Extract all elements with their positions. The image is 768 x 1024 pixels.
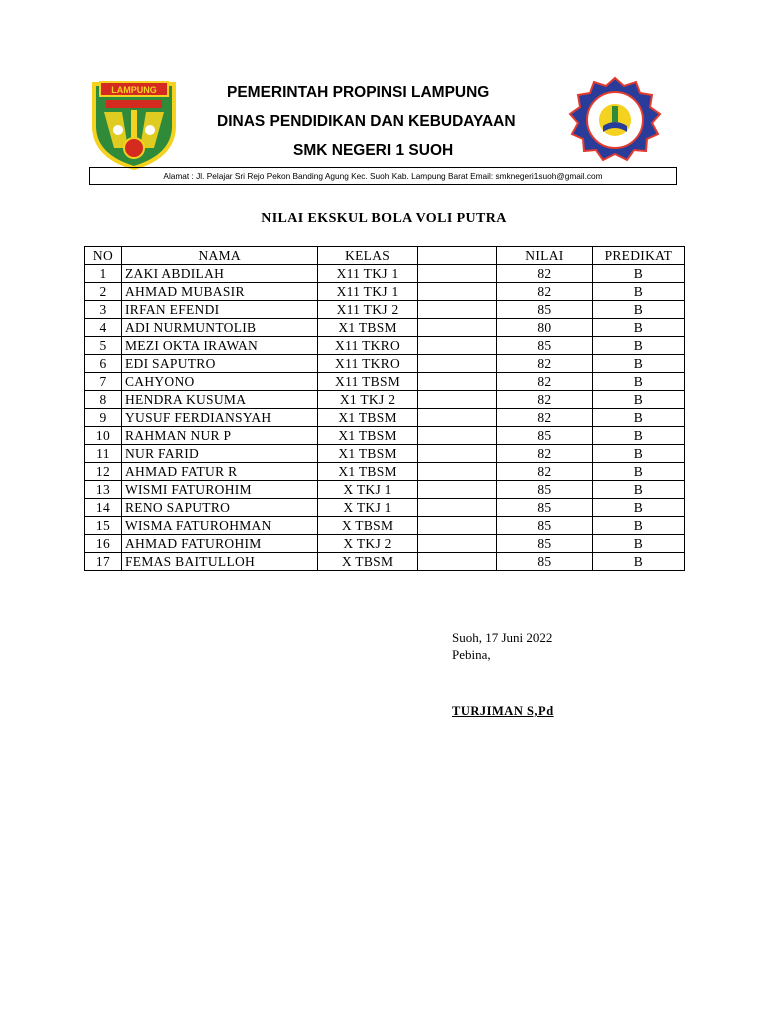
cell-kelas: X11 TKRO — [318, 337, 417, 355]
column-header-nilai: NILAI — [497, 247, 593, 265]
signature-place-date: Suoh, 17 Juni 2022 — [452, 630, 553, 645]
cell-no: 9 — [85, 409, 122, 427]
cell-no: 11 — [85, 445, 122, 463]
cell-blank — [417, 409, 496, 427]
letterhead — [0, 0, 768, 200]
cell-predikat: B — [592, 445, 684, 463]
cell-blank — [417, 265, 496, 283]
cell-kelas: X TKJ 1 — [318, 481, 417, 499]
table-row — [85, 481, 685, 499]
header-government-line: PEMERINTAH PROPINSI LAMPUNG — [227, 84, 490, 101]
cell-predikat: B — [592, 355, 684, 373]
table-row — [85, 391, 685, 409]
table-row — [85, 355, 685, 373]
cell-nama: AHMAD FATUROHIM — [121, 535, 318, 553]
cell-nilai: 82 — [497, 265, 593, 283]
cell-kelas: X1 TBSM — [318, 427, 417, 445]
header-school-name: SMK NEGERI 1 SUOH — [293, 142, 454, 159]
table-row — [85, 535, 685, 553]
cell-kelas: X11 TKJ 1 — [318, 265, 417, 283]
cell-no: 12 — [85, 463, 122, 481]
cell-nama: YUSUF FERDIANSYAH — [121, 409, 318, 427]
cell-no: 2 — [85, 283, 122, 301]
table-row — [85, 337, 685, 355]
cell-kelas: X1 TBSM — [318, 463, 417, 481]
column-header-predikat: PREDIKAT — [592, 247, 684, 265]
table-row — [85, 427, 685, 445]
cell-nama: FEMAS BAITULLOH — [121, 553, 318, 571]
header-department-line: DINAS PENDIDIKAN DAN KEBUDAYAAN — [217, 113, 516, 130]
cell-nilai: 85 — [497, 301, 593, 319]
cell-predikat: B — [592, 481, 684, 499]
cell-predikat: B — [592, 409, 684, 427]
cell-nama: AHMAD MUBASIR — [121, 283, 318, 301]
cell-blank — [417, 553, 496, 571]
cell-kelas: X11 TKJ 1 — [318, 283, 417, 301]
cell-kelas: X1 TBSM — [318, 409, 417, 427]
cell-predikat: B — [592, 499, 684, 517]
table-header-row — [85, 247, 685, 265]
cell-no: 14 — [85, 499, 122, 517]
cell-kelas: X1 TKJ 2 — [318, 391, 417, 409]
cell-no: 10 — [85, 427, 122, 445]
cell-kelas: X1 TBSM — [318, 445, 417, 463]
cell-nama: WISMI FATUROHIM — [121, 481, 318, 499]
cell-nilai: 85 — [497, 337, 593, 355]
cell-nama: IRFAN EFENDI — [121, 301, 318, 319]
cell-blank — [417, 355, 496, 373]
cell-nilai: 82 — [497, 283, 593, 301]
cell-predikat: B — [592, 337, 684, 355]
column-header-blank — [417, 247, 496, 265]
cell-kelas: X TBSM — [318, 517, 417, 535]
cell-predikat: B — [592, 427, 684, 445]
table-row — [85, 499, 685, 517]
table-row — [85, 319, 685, 337]
cell-nilai: 82 — [497, 463, 593, 481]
table-row — [85, 553, 685, 571]
cell-nilai: 82 — [497, 355, 593, 373]
cell-nama: MEZI OKTA IRAWAN — [121, 337, 318, 355]
cell-predikat: B — [592, 373, 684, 391]
cell-blank — [417, 337, 496, 355]
table-row — [85, 517, 685, 535]
table-row — [85, 409, 685, 427]
cell-kelas: X TKJ 1 — [318, 499, 417, 517]
cell-kelas: X TBSM — [318, 553, 417, 571]
column-header-kelas: KELAS — [318, 247, 417, 265]
cell-nama: ZAKI ABDILAH — [121, 265, 318, 283]
cell-blank — [417, 499, 496, 517]
cell-nama: CAHYONO — [121, 373, 318, 391]
cell-no: 16 — [85, 535, 122, 553]
table-row — [85, 445, 685, 463]
cell-blank — [417, 445, 496, 463]
cell-blank — [417, 283, 496, 301]
cell-nilai: 85 — [497, 517, 593, 535]
cell-nama: WISMA FATUROHMAN — [121, 517, 318, 535]
grades-table — [84, 246, 685, 571]
cell-blank — [417, 319, 496, 337]
cell-kelas: X11 TBSM — [318, 373, 417, 391]
cell-blank — [417, 373, 496, 391]
cell-blank — [417, 517, 496, 535]
cell-kelas: X1 TBSM — [318, 319, 417, 337]
cell-nilai: 85 — [497, 535, 593, 553]
cell-blank — [417, 301, 496, 319]
signature-name: TURJIMAN S,Pd — [452, 704, 554, 718]
cell-no: 5 — [85, 337, 122, 355]
table-row — [85, 463, 685, 481]
document-title: NILAI EKSKUL BOLA VOLI PUTRA — [261, 211, 507, 226]
cell-blank — [417, 427, 496, 445]
table-row — [85, 301, 685, 319]
cell-predikat: B — [592, 319, 684, 337]
cell-nilai: 82 — [497, 445, 593, 463]
cell-kelas: X11 TKJ 2 — [318, 301, 417, 319]
signature-role: Pebina, — [452, 647, 491, 662]
cell-nilai: 85 — [497, 427, 593, 445]
cell-nama: AHMAD FATUR R — [121, 463, 318, 481]
cell-no: 13 — [85, 481, 122, 499]
cell-nilai: 85 — [497, 481, 593, 499]
cell-nama: EDI SAPUTRO — [121, 355, 318, 373]
table-row — [85, 373, 685, 391]
column-header-nama: NAMA — [121, 247, 318, 265]
lampung-province-emblem-icon — [88, 78, 180, 170]
cell-no: 6 — [85, 355, 122, 373]
cell-nilai: 85 — [497, 499, 593, 517]
cell-blank — [417, 391, 496, 409]
cell-nilai: 80 — [497, 319, 593, 337]
emblem-banner-text: LAMPUNG — [111, 85, 157, 95]
cell-blank — [417, 535, 496, 553]
cell-nilai: 82 — [497, 391, 593, 409]
cell-nilai: 85 — [497, 553, 593, 571]
cell-predikat: B — [592, 535, 684, 553]
cell-nama: ADI NURMUNTOLIB — [121, 319, 318, 337]
cell-blank — [417, 463, 496, 481]
cell-predikat: B — [592, 391, 684, 409]
grades-table-body — [85, 265, 685, 571]
cell-predikat: B — [592, 283, 684, 301]
cell-predikat: B — [592, 301, 684, 319]
cell-no: 15 — [85, 517, 122, 535]
cell-no: 17 — [85, 553, 122, 571]
cell-nama: RAHMAN NUR P — [121, 427, 318, 445]
cell-no: 8 — [85, 391, 122, 409]
cell-nama: RENO SAPUTRO — [121, 499, 318, 517]
cell-no: 3 — [85, 301, 122, 319]
cell-predikat: B — [592, 265, 684, 283]
cell-no: 4 — [85, 319, 122, 337]
table-row — [85, 265, 685, 283]
cell-nilai: 82 — [497, 373, 593, 391]
school-seal-icon — [566, 76, 664, 166]
cell-predikat: B — [592, 517, 684, 535]
cell-no: 1 — [85, 265, 122, 283]
cell-no: 7 — [85, 373, 122, 391]
cell-nilai: 82 — [497, 409, 593, 427]
cell-predikat: B — [592, 463, 684, 481]
cell-kelas: X11 TKRO — [318, 355, 417, 373]
cell-nama: NUR FARID — [121, 445, 318, 463]
school-address: Alamat : Jl. Pelajar Sri Rejo Pekon Banding Agung Kec. Suoh Kab. Lampung Barat Email: smknegeri1suoh@gmail.com — [89, 167, 677, 185]
column-header-no: NO — [85, 247, 122, 265]
cell-nama: HENDRA KUSUMA — [121, 391, 318, 409]
table-row — [85, 283, 685, 301]
cell-predikat: B — [592, 553, 684, 571]
cell-kelas: X TKJ 2 — [318, 535, 417, 553]
cell-blank — [417, 481, 496, 499]
